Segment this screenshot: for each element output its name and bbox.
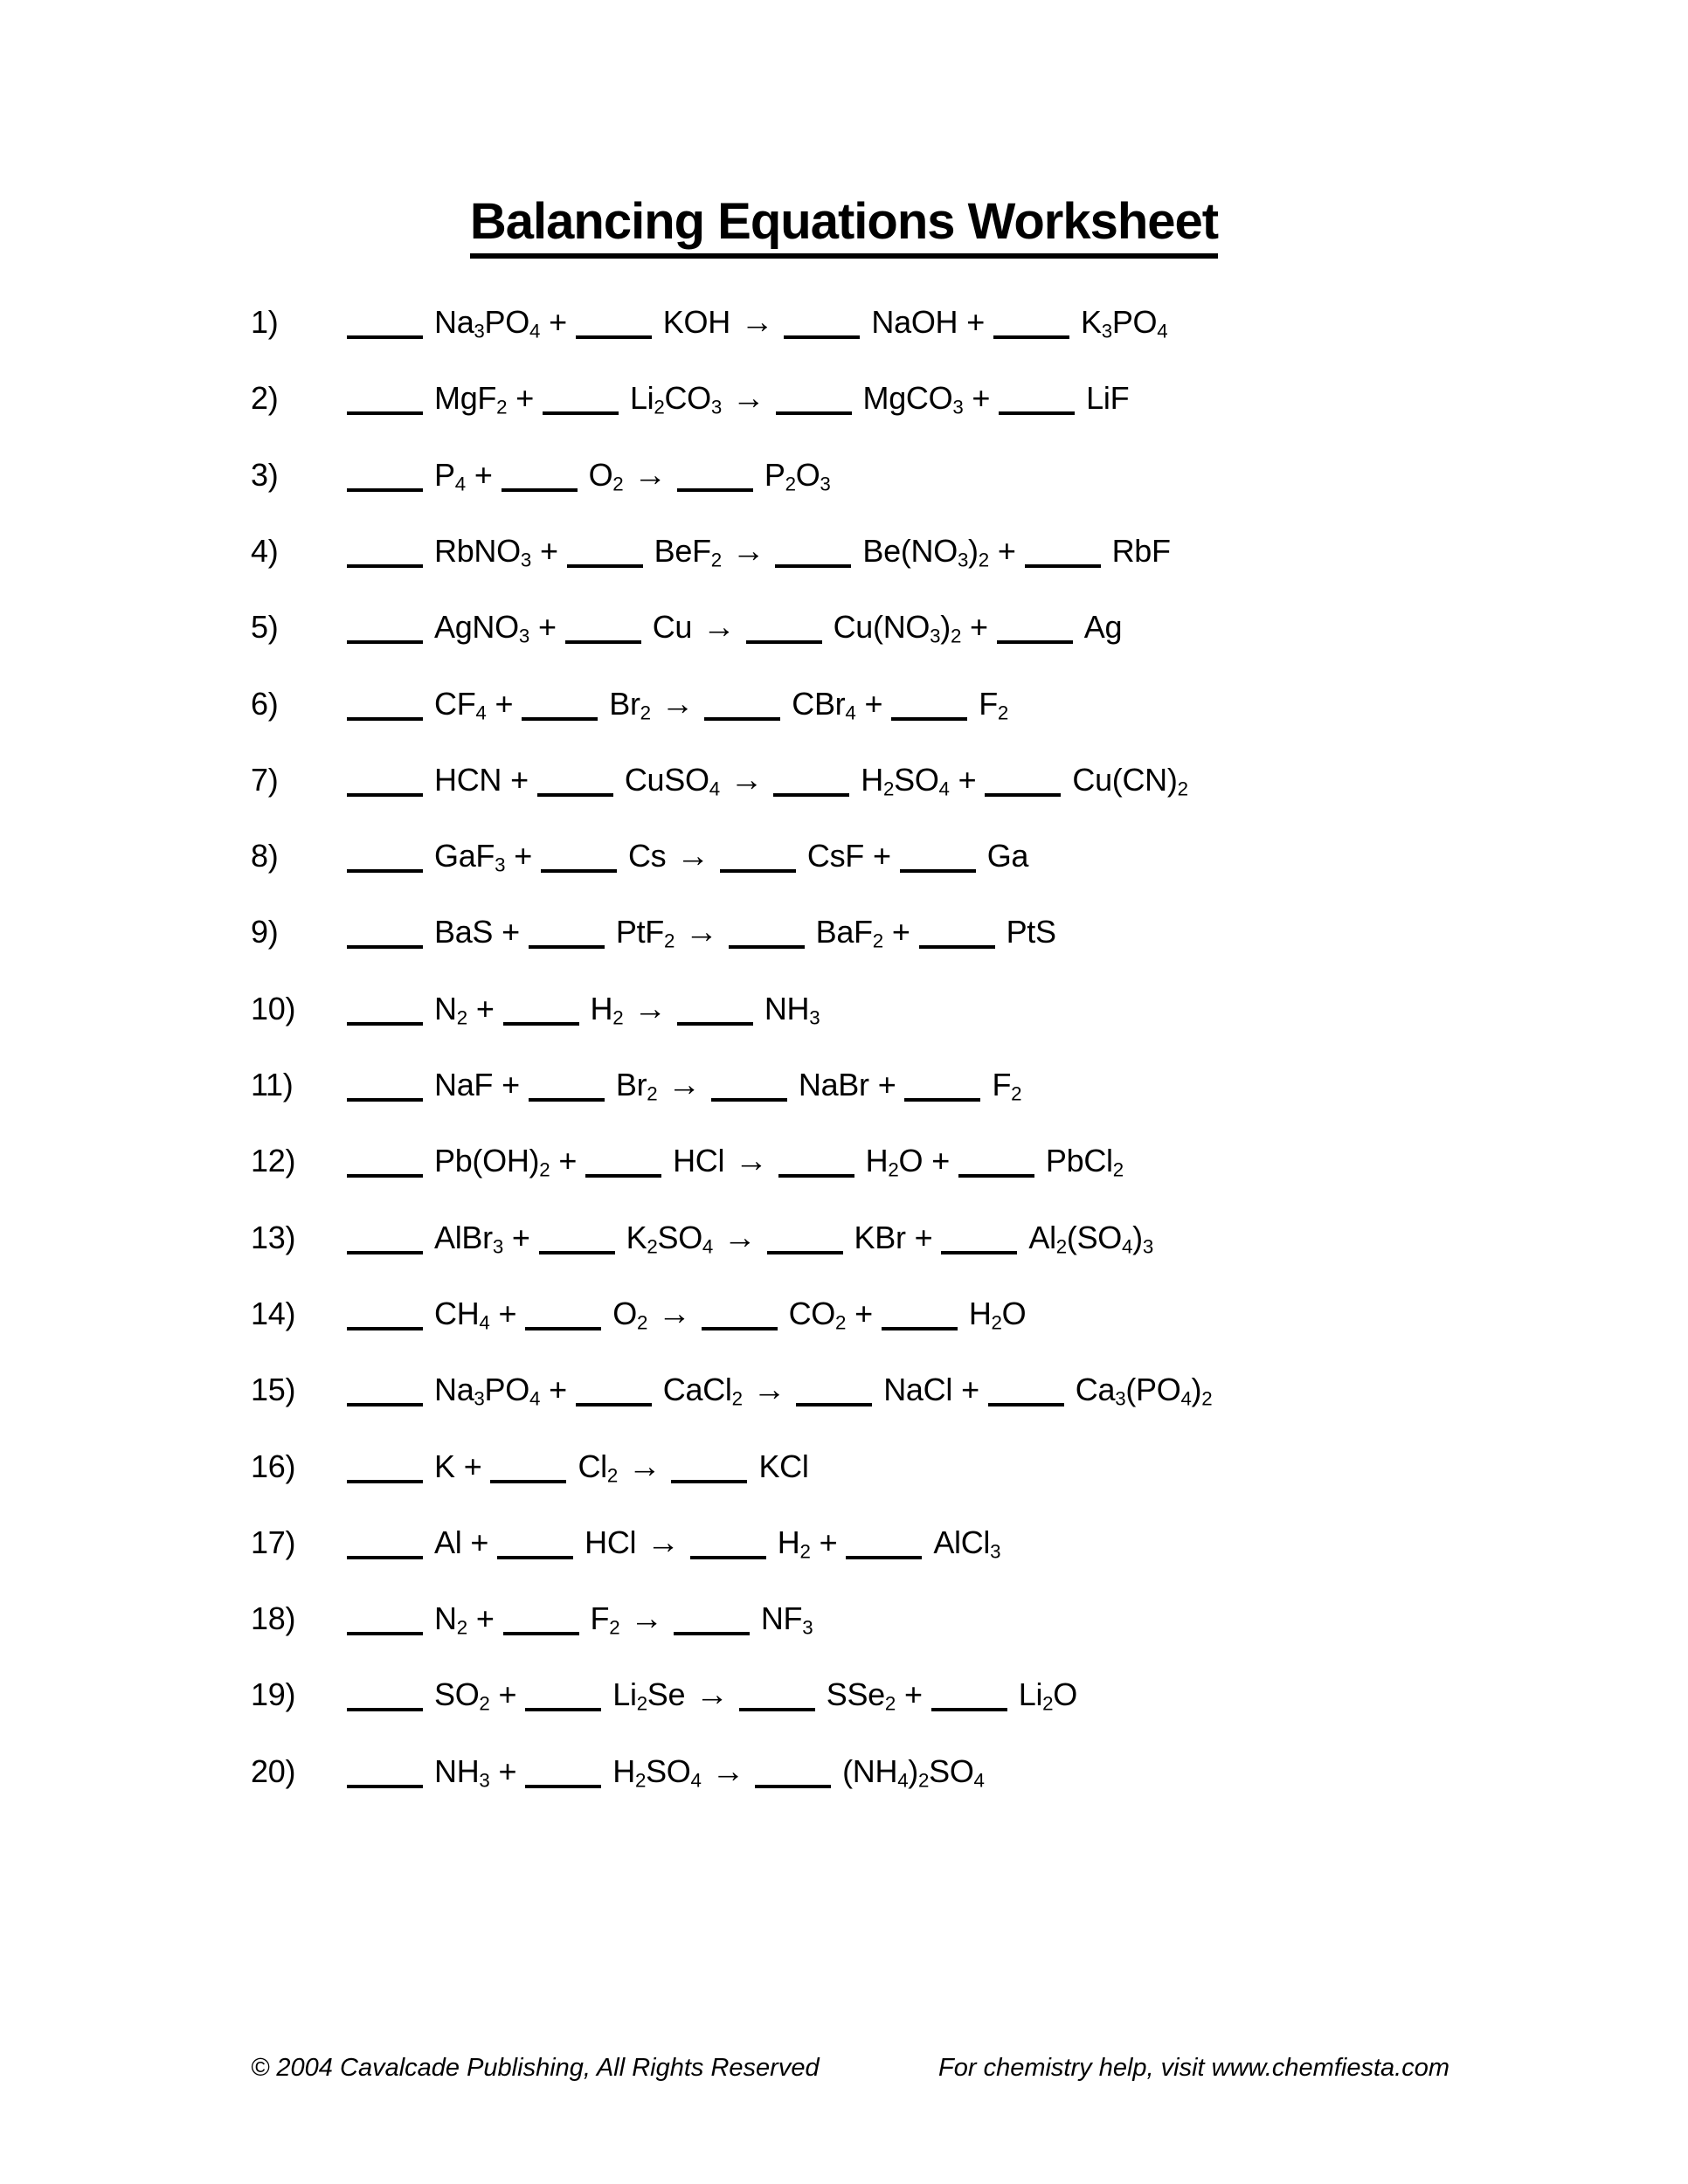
coefficient-blank[interactable]: [503, 1003, 579, 1026]
coefficient-blank[interactable]: [347, 1613, 423, 1635]
plus-sign: +: [549, 1372, 567, 1407]
equation-row: [251, 1753, 985, 1792]
arrow-icon: →: [695, 1676, 729, 1713]
arrow-icon: →: [752, 1372, 786, 1408]
coefficient-blank[interactable]: [711, 1079, 787, 1102]
coefficient-blank[interactable]: [739, 1689, 815, 1711]
chemical-formula: $H_2SO_4$: [861, 762, 950, 800]
plus-sign: +: [511, 1220, 530, 1255]
equation-number: 11): [251, 1067, 294, 1102]
plus-sign: +: [914, 1220, 933, 1255]
coefficient-blank[interactable]: [746, 621, 822, 644]
coefficient-blank[interactable]: [347, 316, 423, 339]
chemical-formula: BaF$_2$: [815, 914, 883, 952]
chemical-formula: $Cu(CN)_2$: [1072, 762, 1188, 800]
equation-row: [251, 1600, 813, 1639]
plus-sign: +: [877, 1067, 896, 1102]
coefficient-blank[interactable]: [882, 1308, 958, 1330]
plus-sign: +: [961, 1372, 979, 1407]
arrow-icon: →: [661, 686, 695, 722]
chemical-formula: $Br_2$: [609, 686, 651, 724]
plus-sign: +: [970, 609, 988, 645]
equation-number: 16): [251, 1448, 296, 1484]
plus-sign: +: [549, 304, 567, 340]
coefficient-blank[interactable]: [565, 621, 641, 644]
chemical-formula: $P_4$: [434, 457, 466, 495]
coefficient-blank[interactable]: [576, 1384, 652, 1406]
chemical-formula: BeF$_2$: [654, 533, 722, 571]
coefficient-blank[interactable]: [931, 1689, 1007, 1711]
plus-sign: +: [470, 1524, 489, 1560]
coefficient-blank[interactable]: [503, 1613, 579, 1635]
coefficient-blank[interactable]: [347, 850, 423, 873]
chemical-formula: $K_3PO_4$: [1080, 304, 1168, 342]
coefficient-blank[interactable]: [525, 1766, 601, 1788]
equation-row: [251, 457, 831, 495]
coefficient-blank[interactable]: [999, 392, 1075, 415]
equation-number: 8): [251, 838, 279, 874]
coefficient-blank[interactable]: [347, 621, 423, 644]
chemical-formula: $CO_2$: [788, 1296, 847, 1334]
plus-sign: +: [515, 380, 534, 416]
chemical-formula: $N_2$: [434, 1600, 467, 1639]
plus-sign: +: [463, 1448, 482, 1484]
coefficient-blank[interactable]: [784, 316, 860, 339]
arrow-icon: →: [668, 1067, 701, 1103]
plus-sign: +: [966, 304, 985, 340]
chemical-formula: MgCO$_3$: [862, 380, 964, 418]
coefficient-blank[interactable]: [525, 1689, 601, 1711]
coefficient-blank[interactable]: [796, 1384, 872, 1406]
coefficient-blank[interactable]: [690, 1537, 766, 1559]
footer-help-link: For chemistry help, visit www.chemfiesta.com: [938, 2054, 1449, 2082]
equation-row: [251, 916, 1056, 950]
coefficient-blank[interactable]: [347, 1537, 423, 1559]
equation-number: 3): [251, 457, 279, 493]
equation-number: 9): [251, 914, 279, 950]
arrow-icon: →: [627, 1448, 661, 1485]
equation-row: [251, 1448, 809, 1487]
coefficient-blank[interactable]: [537, 774, 613, 797]
arrow-icon: →: [685, 914, 718, 950]
chemical-formula: $NH_3$: [764, 991, 820, 1029]
chemical-formula: AlCl$_3$: [933, 1524, 1001, 1563]
page-title: [0, 193, 1688, 259]
coefficient-blank[interactable]: [702, 1308, 778, 1330]
chemical-formula: $Ca_3(PO_4)_2$: [1075, 1372, 1213, 1410]
coefficient-blank[interactable]: [904, 1079, 980, 1102]
coefficient-blank[interactable]: [1025, 545, 1101, 568]
equation-row: [251, 688, 1008, 722]
coefficient-blank[interactable]: [985, 774, 1061, 797]
coefficient-blank[interactable]: [347, 469, 423, 492]
coefficient-blank[interactable]: [347, 1384, 423, 1406]
arrow-icon: →: [647, 1524, 680, 1561]
arrow-icon: →: [735, 1143, 768, 1179]
plus-sign: +: [502, 1067, 520, 1102]
chemical-formula: BaS: [434, 914, 494, 950]
chemical-formula: $Cl_2$: [578, 1448, 618, 1487]
chemical-formula: $Li_2Se$: [612, 1676, 686, 1715]
chemical-formula: $Cu(NO_3)_2$: [833, 609, 962, 647]
chemical-formula: HCN: [434, 762, 502, 798]
chemical-formula: $O_2$: [612, 1296, 648, 1334]
plus-sign: +: [931, 1143, 950, 1178]
coefficient-blank[interactable]: [347, 1232, 423, 1254]
coefficient-blank[interactable]: [347, 698, 423, 721]
chemical-formula: Cu: [652, 609, 693, 645]
coefficient-blank[interactable]: [347, 1766, 423, 1788]
coefficient-blank[interactable]: [539, 1232, 615, 1254]
chemical-formula: $F_2$: [979, 686, 1009, 724]
equation-number: 20): [251, 1753, 296, 1789]
chemical-formula: MgF$_2$: [434, 380, 508, 418]
coefficient-blank[interactable]: [497, 1537, 573, 1559]
equation-row: [251, 1067, 1022, 1105]
chemical-formula: Ga: [986, 838, 1029, 874]
plus-sign: +: [997, 533, 1016, 569]
chemical-formula: SSe$_2$: [826, 1676, 896, 1715]
plus-sign: +: [864, 686, 883, 722]
coefficient-blank[interactable]: [347, 926, 423, 949]
chemical-formula: NaOH: [871, 304, 958, 340]
coefficient-blank[interactable]: [988, 1384, 1064, 1406]
arrow-icon: →: [630, 1600, 663, 1637]
plus-sign: +: [510, 762, 529, 798]
arrow-icon: →: [633, 991, 667, 1027]
coefficient-blank[interactable]: [347, 1689, 423, 1711]
plus-sign: +: [498, 1296, 517, 1331]
plus-sign: +: [558, 1143, 578, 1178]
chemical-formula: HCl: [585, 1524, 637, 1560]
page-title-text: Balancing Equations Worksheet: [470, 197, 1218, 259]
chemical-formula: CaCl$_2$: [662, 1372, 743, 1410]
plus-sign: +: [495, 686, 514, 722]
arrow-icon: →: [730, 762, 764, 798]
chemical-formula: $Al_2(SO_4)_3$: [1028, 1220, 1153, 1258]
arrow-icon: →: [711, 1753, 745, 1790]
chemical-formula: $CH_4$: [434, 1296, 490, 1334]
coefficient-blank[interactable]: [490, 1461, 566, 1483]
equation-number: 7): [251, 762, 279, 798]
equation-row: [251, 1372, 1213, 1410]
chemical-formula: PtF$_2$: [615, 914, 675, 952]
arrow-icon: →: [723, 1220, 757, 1256]
coefficient-blank[interactable]: [529, 926, 605, 949]
coefficient-blank[interactable]: [347, 1155, 423, 1178]
chemical-formula: KOH: [662, 304, 730, 340]
chemical-formula: $H_2O$: [865, 1143, 924, 1181]
arrow-icon: →: [676, 838, 709, 874]
equation-number: 14): [251, 1296, 296, 1331]
chemical-formula: $SO_2$: [434, 1676, 490, 1715]
chemical-formula: AlBr$_3$: [434, 1220, 503, 1258]
chemical-formula: CBr$_4$: [792, 686, 856, 724]
coefficient-blank[interactable]: [347, 1079, 423, 1102]
equation-row: [251, 1296, 1027, 1334]
chemical-formula: $F_2$: [992, 1067, 1022, 1105]
coefficient-blank[interactable]: [720, 850, 796, 873]
coefficient-blank[interactable]: [993, 316, 1069, 339]
equation-row: [251, 304, 1168, 342]
coefficient-blank[interactable]: [522, 698, 598, 721]
chemical-formula: $H_2O$: [968, 1296, 1027, 1334]
chemical-formula: $P_2O_3$: [764, 457, 831, 495]
arrow-icon: →: [658, 1296, 691, 1332]
plus-sign: +: [475, 1600, 495, 1636]
chemical-formula: GaF$_3$: [434, 838, 506, 876]
chemical-formula: $Li_2O$: [1018, 1676, 1077, 1715]
coefficient-blank[interactable]: [755, 1766, 831, 1788]
coefficient-blank[interactable]: [347, 1461, 423, 1483]
chemical-formula: $NF_3$: [760, 1600, 813, 1639]
coefficient-blank[interactable]: [671, 1461, 747, 1483]
coefficient-blank[interactable]: [729, 926, 805, 949]
equation-number: 5): [251, 609, 279, 645]
equation-row: [251, 1524, 1001, 1563]
chemical-formula: K: [434, 1448, 455, 1484]
chemical-formula: KBr: [854, 1220, 906, 1255]
coefficient-blank[interactable]: [677, 1003, 753, 1026]
plus-sign: +: [514, 838, 532, 874]
plus-sign: +: [904, 1676, 923, 1712]
equation-number: 2): [251, 380, 279, 416]
chemical-formula: $H_2$: [777, 1524, 811, 1563]
equation-number: 6): [251, 686, 279, 722]
plus-sign: +: [498, 1676, 517, 1712]
coefficient-blank[interactable]: [891, 698, 967, 721]
coefficient-blank[interactable]: [997, 621, 1073, 644]
coefficient-blank[interactable]: [347, 1308, 423, 1330]
equation-number: 12): [251, 1143, 296, 1178]
chemical-formula: $CF_4$: [434, 686, 487, 724]
chemical-formula: $N_2$: [434, 991, 467, 1029]
coefficient-blank[interactable]: [846, 1537, 922, 1559]
equation-number: 19): [251, 1676, 296, 1712]
plus-sign: +: [539, 533, 558, 569]
chemical-formula: LiF: [1086, 380, 1130, 416]
coefficient-blank[interactable]: [778, 1155, 854, 1178]
equation-number: 13): [251, 1220, 296, 1255]
chemical-formula: KCl: [758, 1448, 809, 1484]
footer-copyright: © 2004 Cavalcade Publishing, All Rights Reserved: [251, 2054, 820, 2082]
plus-sign: +: [891, 914, 910, 950]
chemical-formula: $(NH_4)_2SO_4$: [842, 1753, 985, 1792]
chemical-formula: PbCl$_2$: [1045, 1143, 1124, 1181]
chemical-formula: $F_2$: [590, 1600, 620, 1639]
plus-sign: +: [474, 457, 493, 493]
equation-row: [251, 840, 1028, 874]
chemical-formula: Cs: [627, 838, 667, 874]
chemical-formula: $NH_3$: [434, 1753, 490, 1792]
equation-number: 10): [251, 991, 296, 1026]
coefficient-blank[interactable]: [900, 850, 976, 873]
coefficient-blank[interactable]: [919, 926, 995, 949]
arrow-icon: →: [633, 457, 667, 494]
coefficient-blank[interactable]: [543, 392, 619, 415]
chemical-formula: HCl: [673, 1143, 725, 1178]
chemical-formula: $Br_2$: [615, 1067, 658, 1105]
chemical-formula: NaCl: [883, 1372, 953, 1407]
equation-row: [251, 1220, 1153, 1258]
chemical-formula: $O_2$: [588, 457, 624, 495]
arrow-icon: →: [740, 304, 774, 341]
equation-row: [251, 1143, 1124, 1181]
chemical-formula: NaBr: [798, 1067, 869, 1102]
chemical-formula: PtS: [1006, 914, 1056, 950]
equation-number: 17): [251, 1524, 296, 1560]
coefficient-blank[interactable]: [347, 774, 423, 797]
equation-number: 18): [251, 1600, 296, 1636]
chemical-formula: $K_2SO_4$: [626, 1220, 714, 1258]
chemical-formula: NaF: [434, 1067, 494, 1102]
plus-sign: +: [958, 762, 977, 798]
chemical-formula: $Be(NO_3)_2$: [862, 533, 989, 571]
plus-sign: +: [854, 1296, 873, 1331]
equation-row: [251, 380, 1130, 418]
coefficient-blank[interactable]: [775, 545, 851, 568]
coefficient-blank[interactable]: [529, 1079, 605, 1102]
chemical-formula: $H_2$: [590, 991, 624, 1029]
coefficient-blank[interactable]: [347, 392, 423, 415]
coefficient-blank[interactable]: [541, 850, 617, 873]
chemical-formula: AgNO$_3$: [434, 609, 529, 647]
chemical-formula: Al: [434, 1524, 462, 1560]
chemical-formula: $Na_3PO_4$: [434, 304, 541, 342]
coefficient-blank[interactable]: [776, 392, 852, 415]
chemical-formula: $H_2SO_4$: [612, 1753, 702, 1792]
arrow-icon: →: [732, 380, 765, 417]
coefficient-blank[interactable]: [941, 1232, 1017, 1254]
chemical-formula: RbNO$_3$: [434, 533, 531, 571]
arrow-icon: →: [731, 533, 765, 570]
coefficient-blank[interactable]: [525, 1308, 601, 1330]
chemical-formula: Ag: [1083, 609, 1123, 645]
plus-sign: +: [819, 1524, 838, 1560]
arrow-icon: →: [702, 609, 736, 646]
equation-row: [251, 1676, 1077, 1715]
coefficient-blank[interactable]: [767, 1232, 843, 1254]
equation-number: 1): [251, 304, 279, 340]
plus-sign: +: [537, 609, 557, 645]
coefficient-blank[interactable]: [958, 1155, 1034, 1178]
plus-sign: +: [972, 380, 991, 416]
page-footer: [251, 2055, 1449, 2083]
coefficient-blank[interactable]: [677, 469, 753, 492]
equation-row: [251, 609, 1123, 647]
equation-row: [251, 533, 1171, 571]
coefficient-blank[interactable]: [773, 774, 849, 797]
equation-row: [251, 764, 1188, 798]
coefficient-blank[interactable]: [674, 1613, 750, 1635]
coefficient-blank[interactable]: [567, 545, 643, 568]
chemical-formula: $Na_3PO_4$: [434, 1372, 541, 1410]
equation-number: 4): [251, 533, 279, 569]
coefficient-blank[interactable]: [347, 1003, 423, 1026]
equation-number: 15): [251, 1372, 296, 1407]
chemical-formula: CsF: [806, 838, 864, 874]
chemical-formula: CuSO$_4$: [624, 762, 720, 800]
plus-sign: +: [498, 1753, 517, 1789]
coefficient-blank[interactable]: [576, 316, 652, 339]
equation-row: [251, 991, 820, 1029]
chemical-formula: RbF: [1111, 533, 1171, 569]
coefficient-blank[interactable]: [347, 545, 423, 568]
coefficient-blank[interactable]: [502, 469, 578, 492]
coefficient-blank[interactable]: [704, 698, 780, 721]
plus-sign: +: [502, 914, 520, 950]
chemical-formula: $Li_2CO_3$: [629, 380, 722, 418]
plus-sign: +: [475, 991, 495, 1026]
plus-sign: +: [872, 838, 891, 874]
chemical-formula: $Pb(OH)_2$: [434, 1143, 550, 1181]
coefficient-blank[interactable]: [585, 1155, 661, 1178]
